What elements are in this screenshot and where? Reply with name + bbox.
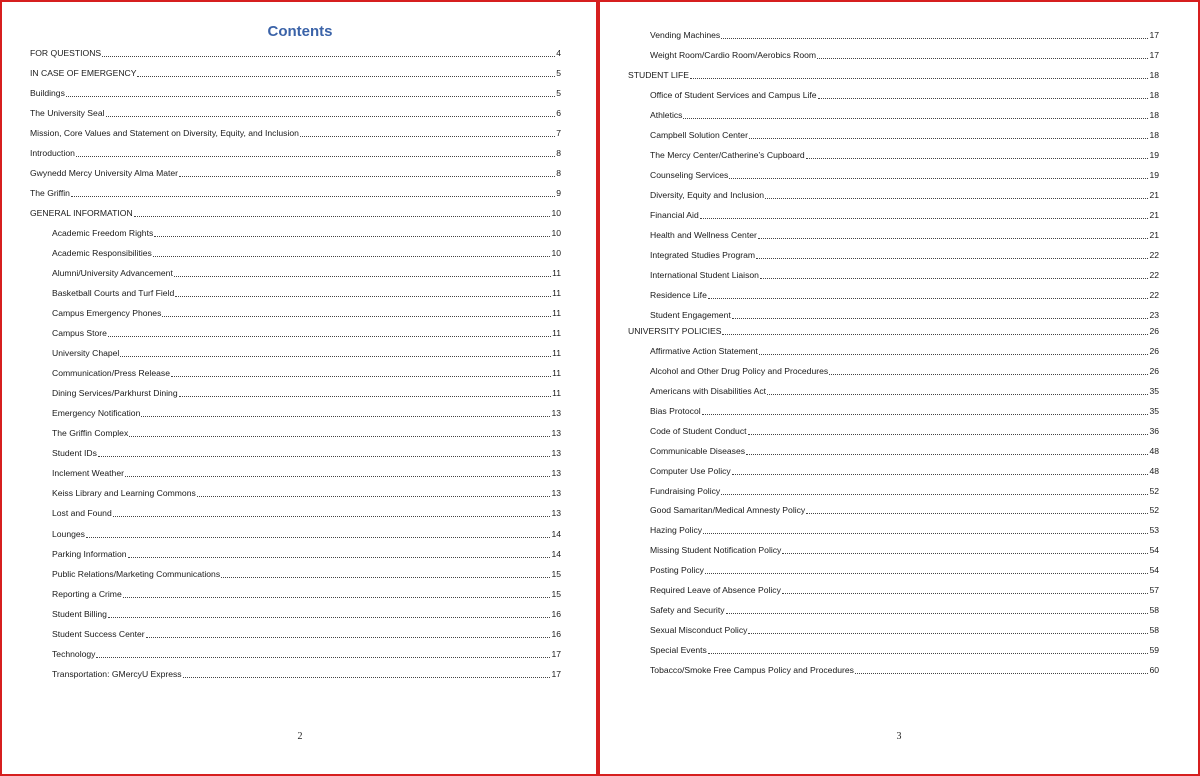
dot-leader bbox=[174, 276, 551, 277]
toc-entry-label: Introduction bbox=[30, 148, 75, 158]
dot-leader bbox=[765, 198, 1148, 199]
toc-entry[interactable] bbox=[650, 147, 1159, 161]
dot-leader bbox=[120, 356, 551, 357]
dot-leader bbox=[746, 454, 1148, 455]
dot-leader bbox=[71, 196, 555, 197]
toc-entry[interactable] bbox=[52, 586, 561, 600]
dot-leader bbox=[703, 533, 1148, 534]
toc-entry[interactable] bbox=[650, 423, 1159, 437]
toc-entry[interactable] bbox=[52, 285, 561, 299]
toc-entry-page: 52 bbox=[1149, 505, 1159, 515]
toc-entry-page: 11 bbox=[552, 288, 561, 298]
page-number: 2 bbox=[297, 731, 303, 742]
toc-entry-page: 11 bbox=[552, 388, 561, 398]
toc-entry-label: Alcohol and Other Drug Policy and Procedures bbox=[650, 366, 829, 376]
toc-entry-page: 11 bbox=[552, 368, 561, 378]
dot-leader bbox=[818, 98, 1149, 99]
toc-entry-label: GENERAL INFORMATION bbox=[30, 208, 133, 218]
toc-entry-page: 13 bbox=[551, 468, 561, 478]
toc-entry[interactable] bbox=[30, 65, 561, 79]
dot-leader bbox=[162, 316, 551, 317]
dot-leader bbox=[683, 118, 1148, 119]
toc-entry-page: 18 bbox=[1149, 70, 1159, 80]
toc-entry-page: 13 bbox=[551, 428, 561, 438]
toc-entry-page: 7 bbox=[556, 128, 561, 138]
toc-entry-page: 26 bbox=[1149, 326, 1159, 336]
dot-leader bbox=[756, 258, 1148, 259]
toc-entry-page: 54 bbox=[1149, 565, 1159, 575]
toc-entry-label: Campus Store bbox=[52, 328, 107, 338]
toc-entry-page: 14 bbox=[551, 549, 561, 559]
dot-leader bbox=[758, 238, 1149, 239]
toc-entry-label: Student Engagement bbox=[650, 310, 731, 320]
toc-entry[interactable] bbox=[650, 483, 1159, 497]
toc-entry-label: Sexual Misconduct Policy bbox=[650, 625, 748, 635]
toc-entry[interactable] bbox=[30, 45, 561, 59]
toc-entry-page: 4 bbox=[556, 48, 561, 58]
dot-leader bbox=[782, 553, 1148, 554]
toc-entry[interactable] bbox=[650, 403, 1159, 417]
toc-entry-page: 15 bbox=[551, 589, 561, 599]
toc-entry-page: 21 bbox=[1149, 210, 1159, 220]
toc-entry-label: FOR QUESTIONS bbox=[30, 48, 102, 58]
toc-entry-page: 60 bbox=[1149, 665, 1159, 675]
dot-leader bbox=[732, 474, 1149, 475]
toc-entry-page: 11 bbox=[552, 268, 561, 278]
toc-entry[interactable] bbox=[52, 405, 561, 419]
toc-entry-label: IN CASE OF EMERGENCY bbox=[30, 68, 137, 78]
toc-entry-page: 8 bbox=[556, 168, 561, 178]
toc-entry-page: 35 bbox=[1149, 406, 1159, 416]
toc-entry-page: 58 bbox=[1149, 625, 1159, 635]
dot-leader bbox=[137, 76, 555, 77]
toc-entry-page: 17 bbox=[551, 669, 561, 679]
toc-entry-label: University Chapel bbox=[52, 348, 120, 358]
toc-entry-page: 58 bbox=[1149, 605, 1159, 615]
toc-entry[interactable] bbox=[650, 542, 1159, 556]
dot-leader bbox=[726, 613, 1149, 614]
toc-entry-label: Buildings bbox=[30, 88, 65, 98]
dot-leader bbox=[129, 436, 550, 437]
toc-entry[interactable] bbox=[30, 185, 561, 199]
toc-entry-label: Weight Room/Cardio Room/Aerobics Room bbox=[650, 50, 817, 60]
dot-leader bbox=[690, 78, 1148, 79]
toc-entry[interactable] bbox=[650, 247, 1159, 261]
toc-entry-page: 18 bbox=[1149, 90, 1159, 100]
toc-entry-page: 22 bbox=[1149, 290, 1159, 300]
dot-leader bbox=[817, 58, 1148, 59]
toc-entry[interactable] bbox=[52, 566, 561, 580]
dot-leader bbox=[76, 156, 555, 157]
toc-entry-label: The Mercy Center/Catherine’s Cupboard bbox=[650, 150, 805, 160]
toc-entry-page: 21 bbox=[1149, 230, 1159, 240]
toc-entry-label: Bias Protocol bbox=[650, 406, 701, 416]
toc-entry-label: The Griffin bbox=[30, 188, 70, 198]
toc-entry[interactable] bbox=[52, 225, 561, 239]
toc-entry[interactable] bbox=[52, 606, 561, 620]
toc-entry-page: 48 bbox=[1149, 466, 1159, 476]
toc-entry-page: 8 bbox=[556, 148, 561, 158]
toc-entry[interactable] bbox=[650, 622, 1159, 636]
toc-entry-label: Student Success Center bbox=[52, 629, 145, 639]
toc-entry-page: 11 bbox=[552, 328, 561, 338]
toc-entry-page: 19 bbox=[1149, 170, 1159, 180]
toc-entry-label: Academic Responsibilities bbox=[52, 248, 152, 258]
toc-entry[interactable] bbox=[650, 207, 1159, 221]
toc-entry-page: 22 bbox=[1149, 250, 1159, 260]
toc-entry-label: Student IDs bbox=[52, 448, 97, 458]
dot-leader bbox=[806, 158, 1149, 159]
toc-entry[interactable] bbox=[52, 646, 561, 660]
toc-entry-label: Office of Student Services and Campus Life bbox=[650, 90, 817, 100]
toc-entry-label: Posting Policy bbox=[650, 565, 704, 575]
dot-leader bbox=[153, 256, 551, 257]
toc-entry-label: Required Leave of Absence Policy bbox=[650, 585, 781, 595]
dot-leader bbox=[708, 298, 1149, 299]
toc-entry[interactable] bbox=[650, 602, 1159, 616]
toc-entry[interactable] bbox=[52, 245, 561, 259]
toc-entry-page: 17 bbox=[1149, 30, 1159, 40]
toc-entry-label: Emergency Notification bbox=[52, 408, 141, 418]
dot-leader bbox=[102, 56, 555, 57]
dot-leader bbox=[108, 617, 550, 618]
dot-leader bbox=[708, 653, 1149, 654]
toc-entry[interactable] bbox=[650, 582, 1159, 596]
toc-entry-label: Basketball Courts and Turf Field bbox=[52, 288, 175, 298]
toc-entry[interactable] bbox=[650, 363, 1159, 377]
toc-entry[interactable] bbox=[650, 502, 1159, 516]
toc-entry-page: 18 bbox=[1149, 110, 1159, 120]
toc-title: Contents bbox=[267, 23, 333, 40]
dot-leader bbox=[700, 218, 1149, 219]
toc-entry-label: UNIVERSITY POLICIES bbox=[628, 326, 722, 336]
toc-entry[interactable] bbox=[650, 127, 1159, 141]
toc-entry-label: Americans with Disabilities Act bbox=[650, 386, 767, 396]
toc-entry-label: The University Seal bbox=[30, 108, 105, 118]
toc-entry-page: 54 bbox=[1149, 545, 1159, 555]
toc-entry-label: Transportation: GMercyU Express bbox=[52, 669, 182, 679]
toc-entry-label: Safety and Security bbox=[650, 605, 725, 615]
dot-leader bbox=[183, 677, 551, 678]
dot-leader bbox=[146, 637, 551, 638]
toc-entry-page: 26 bbox=[1149, 346, 1159, 356]
toc-entry[interactable] bbox=[52, 325, 561, 339]
toc-entry-label: Technology bbox=[52, 649, 96, 659]
dot-leader bbox=[721, 38, 1148, 39]
toc-entry-label: Vending Machines bbox=[650, 30, 721, 40]
toc-entry-page: 18 bbox=[1149, 130, 1159, 140]
toc-entry-page: 35 bbox=[1149, 386, 1159, 396]
dot-leader bbox=[702, 414, 1149, 415]
toc-entry-label: Gwynedd Mercy University Alma Mater bbox=[30, 168, 179, 178]
dot-leader bbox=[113, 516, 551, 517]
toc-entry[interactable] bbox=[650, 562, 1159, 576]
dot-leader bbox=[171, 376, 551, 377]
toc-entry-label: Lost and Found bbox=[52, 508, 112, 518]
dot-leader bbox=[128, 557, 551, 558]
dot-leader bbox=[66, 96, 555, 97]
toc-entry-label: Keiss Library and Learning Commons bbox=[52, 488, 196, 498]
toc-entry-page: 10 bbox=[551, 228, 561, 238]
toc-entry-page: 10 bbox=[551, 248, 561, 258]
toc-entry-page: 22 bbox=[1149, 270, 1159, 280]
toc-entry-page: 5 bbox=[556, 88, 561, 98]
toc-entry-page: 15 bbox=[551, 569, 561, 579]
toc-entry-page: 17 bbox=[1149, 50, 1159, 60]
toc-entry-label: Student Billing bbox=[52, 609, 107, 619]
dot-leader bbox=[96, 657, 550, 658]
toc-entry[interactable] bbox=[52, 666, 561, 680]
toc-entry-label: Hazing Policy bbox=[650, 525, 703, 535]
toc-entry[interactable] bbox=[650, 187, 1159, 201]
toc-entry[interactable] bbox=[650, 47, 1159, 61]
dot-leader bbox=[729, 178, 1148, 179]
toc-entry[interactable] bbox=[52, 365, 561, 379]
dot-leader bbox=[123, 597, 551, 598]
toc-entry[interactable] bbox=[30, 85, 561, 99]
dot-leader bbox=[806, 513, 1148, 514]
toc-entry[interactable] bbox=[650, 107, 1159, 121]
toc-entry-label: Alumni/University Advancement bbox=[52, 268, 173, 278]
dot-leader bbox=[721, 494, 1148, 495]
dot-leader bbox=[782, 593, 1149, 594]
toc-entry-label: Athletics bbox=[650, 110, 683, 120]
toc-entry-label: Financial Aid bbox=[650, 210, 699, 220]
toc-entry-label: Counseling Services bbox=[650, 170, 729, 180]
toc-entry-label: Health and Wellness Center bbox=[650, 230, 757, 240]
toc-entry-label: Integrated Studies Program bbox=[650, 250, 756, 260]
toc-entry-page: 23 bbox=[1149, 310, 1159, 320]
toc-entry-page: 21 bbox=[1149, 190, 1159, 200]
toc-entry[interactable] bbox=[52, 546, 561, 560]
dot-leader bbox=[106, 116, 556, 117]
dot-leader bbox=[221, 577, 550, 578]
toc-entry[interactable] bbox=[650, 87, 1159, 101]
toc-entry-page: 48 bbox=[1149, 446, 1159, 456]
dot-leader bbox=[141, 416, 550, 417]
toc-entry-page: 57 bbox=[1149, 585, 1159, 595]
toc-entry-page: 17 bbox=[551, 649, 561, 659]
toc-entry-page: 10 bbox=[551, 208, 561, 218]
dot-leader bbox=[732, 318, 1149, 319]
page-left bbox=[0, 0, 598, 776]
dot-leader bbox=[759, 354, 1149, 355]
toc-entry-label: Tobacco/Smoke Free Campus Policy and Procedures bbox=[650, 665, 854, 675]
toc-entry-label: International Student Liaison bbox=[650, 270, 759, 280]
toc-entry-label: Inclement Weather bbox=[52, 468, 124, 478]
toc-entry[interactable] bbox=[52, 505, 561, 519]
toc-entry-label: Parking Information bbox=[52, 549, 127, 559]
toc-entry-label: Mission, Core Values and Statement on Diversity, Equity, and Inclusion bbox=[30, 128, 299, 138]
toc-entry-label: The Griffin Complex bbox=[52, 428, 129, 438]
toc-entry[interactable] bbox=[650, 307, 1159, 321]
toc-entry-page: 14 bbox=[551, 529, 561, 539]
toc-entry-page: 53 bbox=[1149, 525, 1159, 535]
toc-entry-page: 11 bbox=[552, 348, 561, 358]
toc-entry-page: 16 bbox=[551, 609, 561, 619]
toc-entry-label: Communicable Diseases bbox=[650, 446, 746, 456]
dot-leader bbox=[760, 278, 1149, 279]
dot-leader bbox=[855, 673, 1148, 674]
toc-entry-label: Good Samaritan/Medical Amnesty Policy bbox=[650, 505, 806, 515]
dot-leader bbox=[749, 138, 1149, 139]
toc-entry[interactable] bbox=[30, 165, 561, 179]
toc-entry[interactable] bbox=[52, 465, 561, 479]
dot-leader bbox=[134, 216, 551, 217]
toc-entry[interactable] bbox=[650, 383, 1159, 397]
toc-entry-label: Dining Services/Parkhurst Dining bbox=[52, 388, 178, 398]
dot-leader bbox=[767, 394, 1148, 395]
toc-entry-label: Fundraising Policy bbox=[650, 486, 721, 496]
toc-entry-page: 36 bbox=[1149, 426, 1159, 436]
toc-entry[interactable] bbox=[650, 287, 1159, 301]
toc-entry[interactable] bbox=[52, 265, 561, 279]
toc-entry-label: Communication/Press Release bbox=[52, 368, 170, 378]
toc-entry[interactable] bbox=[650, 343, 1159, 357]
toc-entry-label: Missing Student Notification Policy bbox=[650, 545, 782, 555]
toc-entry-page: 52 bbox=[1149, 486, 1159, 496]
dot-leader bbox=[705, 573, 1148, 574]
toc-entry[interactable] bbox=[628, 323, 1159, 337]
toc-entry[interactable] bbox=[52, 425, 561, 439]
toc-entry[interactable] bbox=[52, 305, 561, 319]
dot-leader bbox=[98, 456, 551, 457]
toc-entry[interactable] bbox=[52, 526, 561, 540]
toc-entry-label: Campbell Solution Center bbox=[650, 130, 748, 140]
dot-leader bbox=[125, 476, 550, 477]
dot-leader bbox=[108, 336, 551, 337]
toc-entry[interactable] bbox=[650, 27, 1159, 41]
dot-leader bbox=[154, 236, 550, 237]
dot-leader bbox=[179, 176, 555, 177]
dot-leader bbox=[300, 136, 555, 137]
toc-entry-page: 5 bbox=[556, 68, 561, 78]
toc-entry-label: Academic Freedom Rights bbox=[52, 228, 154, 238]
toc-entry-page: 13 bbox=[551, 448, 561, 458]
toc-entry-page: 6 bbox=[556, 108, 561, 118]
toc-entry[interactable] bbox=[650, 463, 1159, 477]
toc-entry-label: Public Relations/Marketing Communications bbox=[52, 569, 221, 579]
toc-entry[interactable] bbox=[650, 227, 1159, 241]
toc-entry-label: Residence Life bbox=[650, 290, 707, 300]
toc-entry-page: 26 bbox=[1149, 366, 1159, 376]
toc-entry-page: 19 bbox=[1149, 150, 1159, 160]
toc-entry[interactable] bbox=[52, 445, 561, 459]
toc-entry[interactable] bbox=[650, 662, 1159, 676]
dot-leader bbox=[179, 396, 551, 397]
toc-entry-page: 13 bbox=[551, 408, 561, 418]
dot-leader bbox=[86, 537, 550, 538]
toc-entry[interactable] bbox=[52, 385, 561, 399]
toc-entry-page: 59 bbox=[1149, 645, 1159, 655]
toc-entry-label: STUDENT LIFE bbox=[628, 70, 689, 80]
toc-entry[interactable] bbox=[52, 485, 561, 499]
toc-entry[interactable] bbox=[650, 642, 1159, 656]
toc-entry-label: Computer Use Policy bbox=[650, 466, 731, 476]
toc-entry[interactable] bbox=[650, 167, 1159, 181]
page-right bbox=[600, 0, 1200, 776]
dot-leader bbox=[748, 434, 1149, 435]
toc-entry[interactable] bbox=[650, 522, 1159, 536]
dot-leader bbox=[722, 334, 1148, 335]
toc-entry-label: Code of Student Conduct bbox=[650, 426, 747, 436]
toc-entry-label: Affirmative Action Statement bbox=[650, 346, 758, 356]
dot-leader bbox=[829, 374, 1148, 375]
page-number: 3 bbox=[896, 731, 902, 742]
toc-entry[interactable] bbox=[30, 145, 561, 159]
dot-leader bbox=[748, 633, 1148, 634]
toc-entry[interactable] bbox=[650, 443, 1159, 457]
toc-entry[interactable] bbox=[30, 105, 561, 119]
dot-leader bbox=[197, 496, 551, 497]
toc-entry[interactable] bbox=[628, 67, 1159, 81]
dot-leader bbox=[175, 296, 551, 297]
toc-entry-label: Diversity, Equity and Inclusion bbox=[650, 190, 764, 200]
toc-entry[interactable] bbox=[52, 345, 561, 359]
toc-entry-label: Special Events bbox=[650, 645, 707, 655]
toc-entry-label: Reporting a Crime bbox=[52, 589, 122, 599]
toc-entry-label: Lounges bbox=[52, 529, 85, 539]
toc-entry-page: 11 bbox=[552, 308, 561, 318]
toc-entry-label: Campus Emergency Phones bbox=[52, 308, 162, 318]
toc-entry[interactable] bbox=[30, 125, 561, 139]
toc-entry-page: 16 bbox=[551, 629, 561, 639]
toc-entry-page: 9 bbox=[556, 188, 561, 198]
toc-entry[interactable] bbox=[52, 626, 561, 640]
toc-entry-page: 13 bbox=[551, 508, 561, 518]
toc-entry[interactable] bbox=[650, 267, 1159, 281]
toc-entry-page: 13 bbox=[551, 488, 561, 498]
toc-entry[interactable] bbox=[30, 205, 561, 219]
